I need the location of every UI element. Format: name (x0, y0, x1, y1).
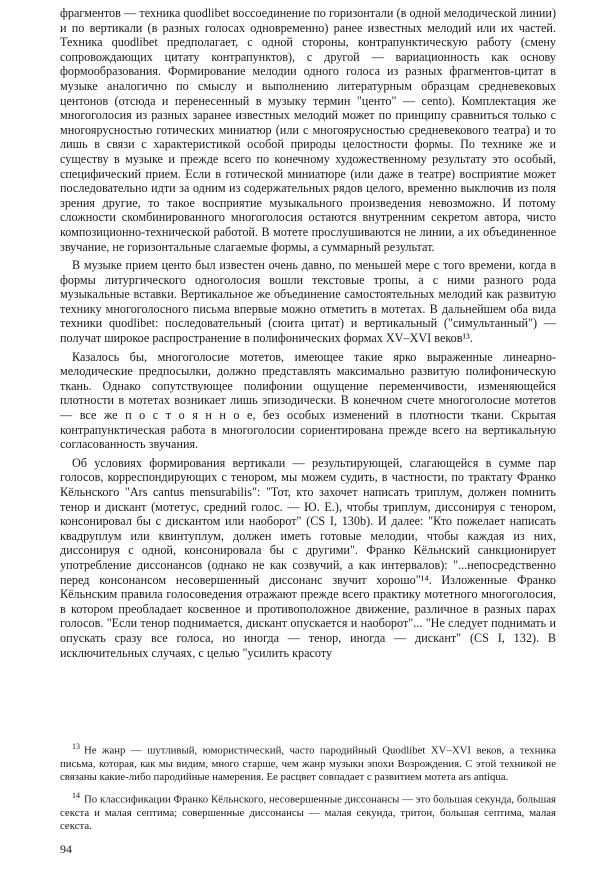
footnote-13-mark: 13 (72, 742, 80, 751)
footnote-13-text: Не жанр — шутливый, юмористический, часто пародийный Quodlibet XV–XVI веков, а техника письма, которая, как мы видим, много старше, чем жанр музыки эпохи Возрождения. С этой техникой не связаны какие-либо пародийные намерения. Ее расцвет совпадает с развитием мотета ars antiqua. (60, 744, 556, 783)
body-paragraph-4-text: Об условиях формирования вертикали — результирующей, слагающейся в сумме пар голосов, корреспондирующих с тенором, мы можем судить, в частности, по трактату Франко Кёльнского "Ars cantus mensurabilis": "Тот, кто захочет написать триплум, должен помнить тенор и дискант (мотетус, средний голос. — Ю. Е.), чтобы триплум, диссонируя с тенором, консонировал бы с дискантом или наоборот" (CS I, 130b). И далее: "Кто пожелает написать квадруплум или квинтуплум, должен иметь готовые мелодии, чтобы каждая из них, диссонируя с одной, консонировала бы с другими". Франко Кёльнский санкционирует употребление диссонансов (однако не как созвучий, а как интервалов): "...непосредственно перед консонансом несовершенный диссонанс звучит хорошо"¹⁴. Изложенные Франко Кёльнским правила голосоведения отражают прежде всего практику мотетного многоголосия, в котором преобладает косвенное и противоположное движение, различное в разных парах голосов. "Если тенор поднимается, дискант опускается и наоборот"... "Не следует поднимать и опускать сразу все голоса, но иногда — тенор, иногда — дискант" (CS I, 132). В исключительных случаях, с целью "усилить красоту (60, 455, 556, 660)
footnote-14-text: По классификации Франко Кёльнского, несовершенные диссонансы — это большая секунда, большая секста и малая септима; совершенные диссонансы — малая секунда, тритон, большая септима, малая секста. (60, 793, 556, 833)
footnotes (60, 740, 556, 838)
footnote-14 (60, 789, 556, 833)
footnote-14-mark: 14 (72, 791, 80, 801)
body-paragraph-2-text: В музыке прием центо был известен очень давно, по меньшей мере с того времени, когда в формы литургического одноголосия вошли текстовые тропы, а с ними разного рода музыкальные вставки. Вертикальное же объединение самостоятельных мелодий как развитую технику многоголосного письма впервые можно отметить в мотетах. В дальнейшем оба вида техники quodlibet: последовательный (сюита цитат) и вертикальный ("симультанный") — получат широкое распространение в полифонических формах XV–XVI веков¹³. (60, 258, 556, 346)
body-paragraph-1: фрагментов — техника quodlibet воссоединение по горизонтали (в одной мелодической линии) и по вертикали (в разных голосах одновременно) ранее известных мелодий или их частей. Техника quodlibet предполагает, с одной стороны, контрапунктическую работу (смену сопровождающих цитату контрапунктов), с другой — вариационность как основу формообразования. Формирование мелодии одного голоса из разных фрагментов-цитат в музыке аналогично по смыслу и выполнению литературным образцам средневековых центонов (отсюда и перенесенный в музыку термин "центо" — cento). Комплектация же многоголосия из разных заранее известных мелодий может по принципу сравниться только с многоярусностью готических миниатюр (или с многоярусностью средневекового театра) и то лишь в связи с характеристикой особой природы целостности формы. По технике же и существу в музыке и прежде всего по конечному художественному результату это особый, специфический прием. Если в готической миниатюре (или даже в театре) восприятие может последовательно идти за одним из содержательных рядов целого, временно выключив из поля зрения другие, то такое восприятие музыкального произведения невозможно. И потому сложности скомбинированного многоголосия остаются внутренним секретом автора, чисто композиционно-технической работой. В мотете прослушиваются не линии, а их объединенное звучание, не горизонтальные слагаемые формы, а суммарный результат. (60, 6, 556, 254)
footnote-13 (60, 740, 556, 784)
page-body (60, 6, 556, 664)
body-paragraph-3-text: Казалось бы, многоголосие мотетов, имеющее такие ярко выраженные линеарно-мелодические предпосылки, должно представлять максимально развитую полифоническую ткань. Однако сопутствующее полифонии ощущение переменчивости, изменяющейся плотности в мотетах возникает лишь эпизодически. В конечном счете многоголосие мотетов — все же п о с т о я н н о е, без особых изменений в плотности ткани. Скрытая контрапунктическая работа в многоголосии сориентирована прежде всего на вертикальную согласованность звучания. (60, 349, 556, 452)
body-paragraph-2 (60, 258, 556, 346)
body-paragraph-3 (60, 350, 556, 452)
body-paragraph-4 (60, 456, 556, 660)
page-number: 94 (60, 842, 72, 856)
